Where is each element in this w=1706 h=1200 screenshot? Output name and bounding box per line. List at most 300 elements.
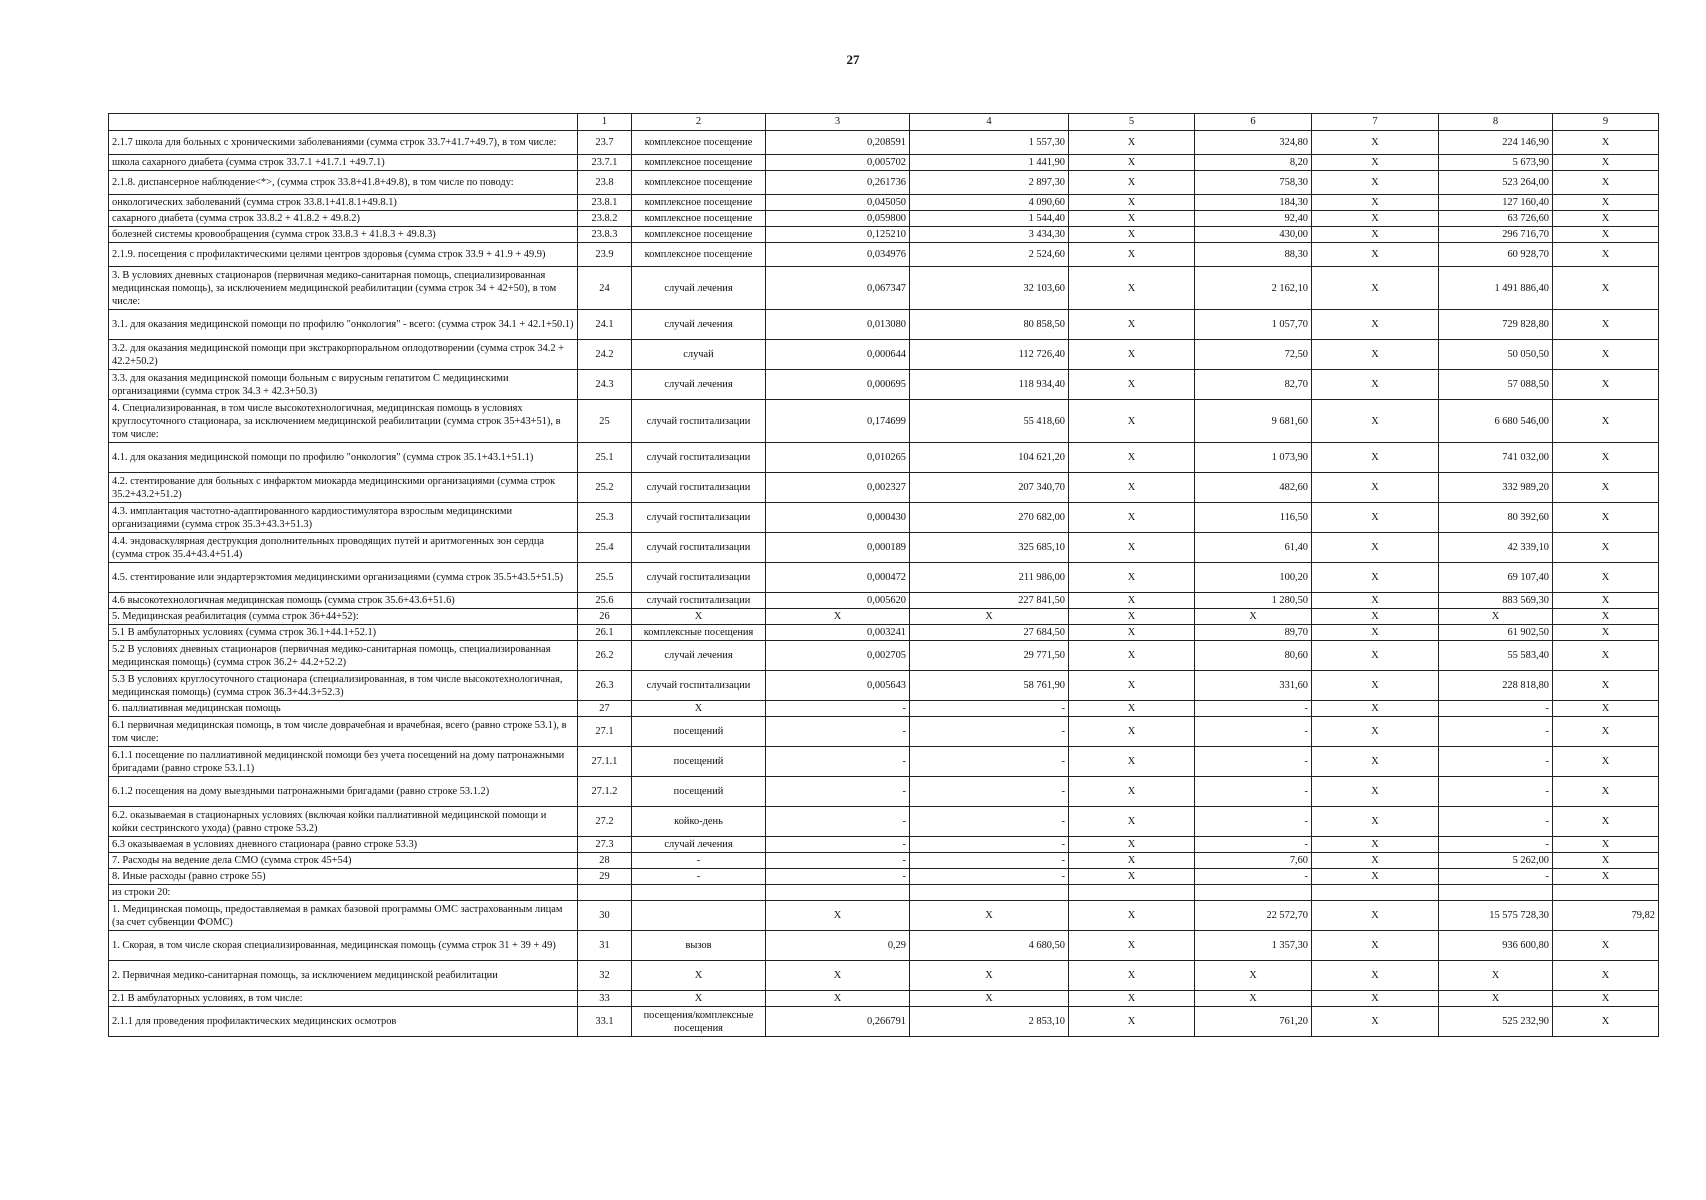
table-row xyxy=(109,533,1659,563)
unit-cell: Х xyxy=(632,701,766,717)
col8-cell: 80 392,60 xyxy=(1439,503,1553,533)
col7-cell: Х xyxy=(1312,901,1439,931)
col3-cell: 0,045050 xyxy=(766,195,910,211)
row-label: онкологических заболеваний (сумма строк 33.8.1+41.8.1+49.8.1) xyxy=(109,195,578,211)
col9-cell: Х xyxy=(1553,370,1659,400)
col6-cell: - xyxy=(1195,701,1312,717)
col6-cell: 1 057,70 xyxy=(1195,310,1312,340)
row-label: 2. Первичная медико-санитарная помощь, за исключением медицинской реабилитации xyxy=(109,961,578,991)
row-label: 4.5. стентирование или эндартерэктомия медицинскими организациями (сумма строк 35.5+43.5+51.5) xyxy=(109,563,578,593)
col5-cell: Х xyxy=(1069,310,1195,340)
row-code: 23.9 xyxy=(578,243,632,267)
col4-cell: 4 090,60 xyxy=(910,195,1069,211)
col6-cell: 331,60 xyxy=(1195,671,1312,701)
unit-cell: комплексное посещение xyxy=(632,211,766,227)
col3-cell: 0,034976 xyxy=(766,243,910,267)
col8-cell: - xyxy=(1439,701,1553,717)
row-label: 6.2. оказываемая в стационарных условиях (включая койки паллиативной медицинской помощи и койки сестринского ухода) (равно строке 53.2) xyxy=(109,807,578,837)
row-code: 23.8.2 xyxy=(578,211,632,227)
col3-cell: 0,261736 xyxy=(766,171,910,195)
unit-cell: комплексное посещение xyxy=(632,155,766,171)
unit-cell: Х xyxy=(632,961,766,991)
col6-cell: 482,60 xyxy=(1195,473,1312,503)
unit-cell: случай госпитализации xyxy=(632,533,766,563)
col3-cell: - xyxy=(766,701,910,717)
col6-cell: 82,70 xyxy=(1195,370,1312,400)
col9-cell: Х xyxy=(1553,961,1659,991)
col4-cell: 58 761,90 xyxy=(910,671,1069,701)
table-row xyxy=(109,443,1659,473)
row-label: 6.1 первичная медицинская помощь, в том числе доврачебная и врачебная, всего (равно строке 53.1), в том числе: xyxy=(109,717,578,747)
col4-cell: - xyxy=(910,853,1069,869)
col8-cell: 523 264,00 xyxy=(1439,171,1553,195)
row-label: 8. Иные расходы (равно строке 55) xyxy=(109,869,578,885)
col5-cell: Х xyxy=(1069,340,1195,370)
col9-cell: Х xyxy=(1553,131,1659,155)
row-code: 24.3 xyxy=(578,370,632,400)
unit-cell: - xyxy=(632,853,766,869)
col7-cell: Х xyxy=(1312,1007,1439,1037)
col5-cell: Х xyxy=(1069,195,1195,211)
row-label: 6.1.2 посещения на дому выездными патронажными бригадами (равно строке 53.1.2) xyxy=(109,777,578,807)
col7-cell: Х xyxy=(1312,267,1439,310)
col5-cell: Х xyxy=(1069,1007,1195,1037)
unit-cell: случай лечения xyxy=(632,370,766,400)
col3-cell: - xyxy=(766,837,910,853)
data-table xyxy=(108,113,1659,1037)
row-label: 4.2. стентирование для больных с инфарктом миокарда медицинскими организациями (сумма строк 35.2+43.2+51.2) xyxy=(109,473,578,503)
col9-cell: Х xyxy=(1553,701,1659,717)
table-row xyxy=(109,625,1659,641)
col4-cell: Х xyxy=(910,901,1069,931)
unit-cell xyxy=(632,901,766,931)
col5-cell: Х xyxy=(1069,243,1195,267)
col4-cell: Х xyxy=(910,961,1069,991)
row-label: 5.2 В условиях дневных стационаров (первичная медико-санитарная помощь, специализированная медицинская помощь) (сумма строк 36.2+ 44.2+52.2) xyxy=(109,641,578,671)
unit-cell: комплексные посещения xyxy=(632,625,766,641)
row-label: 5. Медицинская реабилитация (сумма строк 36+44+52): xyxy=(109,609,578,625)
row-label: 7. Расходы на ведение дела СМО (сумма строк 45+54) xyxy=(109,853,578,869)
row-label: 2.1 В амбулаторных условиях, в том числе: xyxy=(109,991,578,1007)
row-code: 25.3 xyxy=(578,503,632,533)
header-cell: 2 xyxy=(632,114,766,131)
unit-cell: вызов xyxy=(632,931,766,961)
col6-cell: - xyxy=(1195,807,1312,837)
row-code: 25.2 xyxy=(578,473,632,503)
col6-cell: 92,40 xyxy=(1195,211,1312,227)
table-row xyxy=(109,310,1659,340)
col8-cell xyxy=(1439,885,1553,901)
col8-cell: 883 569,30 xyxy=(1439,593,1553,609)
col6-cell: 761,20 xyxy=(1195,1007,1312,1037)
row-label: 4.4. эндоваскулярная деструкция дополнительных проводящих путей и аритмогенных зон сердца (сумма строк 35.4+43.4+51.4) xyxy=(109,533,578,563)
table-row xyxy=(109,717,1659,747)
col3-cell: 0,003241 xyxy=(766,625,910,641)
col9-cell: Х xyxy=(1553,717,1659,747)
col5-cell: Х xyxy=(1069,171,1195,195)
col7-cell: Х xyxy=(1312,807,1439,837)
unit-cell: случай лечения xyxy=(632,837,766,853)
col3-cell: 0,005702 xyxy=(766,155,910,171)
row-code: 28 xyxy=(578,853,632,869)
col5-cell: Х xyxy=(1069,991,1195,1007)
col6-cell: - xyxy=(1195,717,1312,747)
table-row xyxy=(109,473,1659,503)
table-row xyxy=(109,641,1659,671)
header-cell xyxy=(109,114,578,131)
col5-cell: Х xyxy=(1069,609,1195,625)
col4-cell: 29 771,50 xyxy=(910,641,1069,671)
col5-cell: Х xyxy=(1069,901,1195,931)
col5-cell xyxy=(1069,885,1195,901)
col6-cell xyxy=(1195,885,1312,901)
col3-cell xyxy=(766,885,910,901)
col9-cell: Х xyxy=(1553,777,1659,807)
col7-cell: Х xyxy=(1312,837,1439,853)
table-row xyxy=(109,671,1659,701)
row-code: 31 xyxy=(578,931,632,961)
col3-cell: 0,005620 xyxy=(766,593,910,609)
table-row xyxy=(109,243,1659,267)
col6-cell: 89,70 xyxy=(1195,625,1312,641)
col8-cell: 228 818,80 xyxy=(1439,671,1553,701)
table-row xyxy=(109,777,1659,807)
row-code: 26 xyxy=(578,609,632,625)
col6-cell: 1 357,30 xyxy=(1195,931,1312,961)
col7-cell: Х xyxy=(1312,310,1439,340)
col9-cell: Х xyxy=(1553,641,1659,671)
col4-cell xyxy=(910,885,1069,901)
col5-cell: Х xyxy=(1069,227,1195,243)
row-code: 25 xyxy=(578,400,632,443)
col8-cell: - xyxy=(1439,777,1553,807)
col5-cell: Х xyxy=(1069,131,1195,155)
table-row xyxy=(109,991,1659,1007)
row-code xyxy=(578,885,632,901)
col7-cell: Х xyxy=(1312,593,1439,609)
col4-cell: 2 897,30 xyxy=(910,171,1069,195)
row-label: сахарного диабета (сумма строк 33.8.2 + 41.8.2 + 49.8.2) xyxy=(109,211,578,227)
col9-cell: Х xyxy=(1553,671,1659,701)
col4-cell: 2 524,60 xyxy=(910,243,1069,267)
col6-cell: - xyxy=(1195,747,1312,777)
col8-cell: - xyxy=(1439,717,1553,747)
row-code: 33 xyxy=(578,991,632,1007)
col7-cell: Х xyxy=(1312,473,1439,503)
col4-cell: - xyxy=(910,777,1069,807)
row-code: 27.3 xyxy=(578,837,632,853)
col4-cell: - xyxy=(910,837,1069,853)
unit-cell: койко-день xyxy=(632,807,766,837)
col3-cell: 0,059800 xyxy=(766,211,910,227)
table-row xyxy=(109,931,1659,961)
col6-cell: 9 681,60 xyxy=(1195,400,1312,443)
row-code: 23.7.1 xyxy=(578,155,632,171)
col5-cell: Х xyxy=(1069,503,1195,533)
col3-cell: 0,067347 xyxy=(766,267,910,310)
col6-cell: 1 280,50 xyxy=(1195,593,1312,609)
col7-cell: Х xyxy=(1312,609,1439,625)
col5-cell: Х xyxy=(1069,641,1195,671)
col6-cell: 72,50 xyxy=(1195,340,1312,370)
col4-cell: - xyxy=(910,717,1069,747)
row-label: 6.1.1 посещение по паллиативной медицинской помощи без учета посещений на дому патронажными бригадами (равно строке 53.1.1) xyxy=(109,747,578,777)
unit-cell: случай госпитализации xyxy=(632,671,766,701)
col6-cell: 184,30 xyxy=(1195,195,1312,211)
col7-cell xyxy=(1312,885,1439,901)
col4-cell: 4 680,50 xyxy=(910,931,1069,961)
col3-cell: Х xyxy=(766,961,910,991)
col5-cell: Х xyxy=(1069,533,1195,563)
col8-cell: 6 680 546,00 xyxy=(1439,400,1553,443)
row-code: 26.1 xyxy=(578,625,632,641)
col9-cell: Х xyxy=(1553,609,1659,625)
col6-cell: 61,40 xyxy=(1195,533,1312,563)
col5-cell: Х xyxy=(1069,837,1195,853)
col4-cell: 1 557,30 xyxy=(910,131,1069,155)
row-code: 23.7 xyxy=(578,131,632,155)
row-code: 23.8 xyxy=(578,171,632,195)
header-cell: 7 xyxy=(1312,114,1439,131)
col3-cell: 0,125210 xyxy=(766,227,910,243)
row-code: 30 xyxy=(578,901,632,931)
table-row xyxy=(109,593,1659,609)
col8-cell: 5 673,90 xyxy=(1439,155,1553,171)
col4-cell: 211 986,00 xyxy=(910,563,1069,593)
col6-cell: - xyxy=(1195,869,1312,885)
col9-cell: Х xyxy=(1553,503,1659,533)
col5-cell: Х xyxy=(1069,931,1195,961)
row-code: 24.1 xyxy=(578,310,632,340)
table-row xyxy=(109,155,1659,171)
col6-cell: 2 162,10 xyxy=(1195,267,1312,310)
col5-cell: Х xyxy=(1069,625,1195,641)
table-row xyxy=(109,211,1659,227)
col8-cell: 741 032,00 xyxy=(1439,443,1553,473)
col9-cell: Х xyxy=(1553,991,1659,1007)
col8-cell: 127 160,40 xyxy=(1439,195,1553,211)
col5-cell: Х xyxy=(1069,473,1195,503)
row-label: 4.3. имплантация частотно-адаптированного кардиостимулятора взрослым медицинскими организациями (сумма строк 35.3+43.3+51.3) xyxy=(109,503,578,533)
row-label: 4. Специализированная, в том числе высокотехнологичная, медицинская помощь в условиях круглосуточного стационара, за исключением медицинской реабилитации (сумма строк 35+43+51), в том числе: xyxy=(109,400,578,443)
col8-cell: 42 339,10 xyxy=(1439,533,1553,563)
col3-cell: - xyxy=(766,717,910,747)
col3-cell: 0,000472 xyxy=(766,563,910,593)
col7-cell: Х xyxy=(1312,195,1439,211)
unit-cell: комплексное посещение xyxy=(632,243,766,267)
col7-cell: Х xyxy=(1312,563,1439,593)
unit-cell: случай лечения xyxy=(632,641,766,671)
col6-cell: 80,60 xyxy=(1195,641,1312,671)
col9-cell: Х xyxy=(1553,211,1659,227)
col4-cell: 325 685,10 xyxy=(910,533,1069,563)
row-label: 6. паллиативная медицинская помощь xyxy=(109,701,578,717)
col6-cell: 430,00 xyxy=(1195,227,1312,243)
col6-cell: 100,20 xyxy=(1195,563,1312,593)
unit-cell: комплексное посещение xyxy=(632,171,766,195)
col8-cell: 63 726,60 xyxy=(1439,211,1553,227)
col9-cell: Х xyxy=(1553,747,1659,777)
header-cell: 5 xyxy=(1069,114,1195,131)
col3-cell: 0,002705 xyxy=(766,641,910,671)
col3-cell: - xyxy=(766,807,910,837)
col8-cell: 296 716,70 xyxy=(1439,227,1553,243)
table-row xyxy=(109,563,1659,593)
table-row xyxy=(109,837,1659,853)
col9-cell: Х xyxy=(1553,155,1659,171)
col3-cell: 0,208591 xyxy=(766,131,910,155)
unit-cell: комплексное посещение xyxy=(632,131,766,155)
col4-cell: 1 441,90 xyxy=(910,155,1069,171)
row-label: 3.3. для оказания медицинской помощи больным с вирусным гепатитом С медицинскими организациями (сумма строк 34.3 + 42.3+50.3) xyxy=(109,370,578,400)
row-code: 23.8.1 xyxy=(578,195,632,211)
col8-cell: 1 491 886,40 xyxy=(1439,267,1553,310)
col3-cell: 0,000695 xyxy=(766,370,910,400)
col5-cell: Х xyxy=(1069,701,1195,717)
row-label: 1. Скорая, в том числе скорая специализированная, медицинская помощь (сумма строк 31 + 39 + 49) xyxy=(109,931,578,961)
col5-cell: Х xyxy=(1069,267,1195,310)
col6-cell: 1 073,90 xyxy=(1195,443,1312,473)
table-row xyxy=(109,961,1659,991)
col8-cell: 15 575 728,30 xyxy=(1439,901,1553,931)
col9-cell: Х xyxy=(1553,195,1659,211)
col3-cell: - xyxy=(766,777,910,807)
table-row xyxy=(109,195,1659,211)
col3-cell: - xyxy=(766,869,910,885)
col6-cell: Х xyxy=(1195,961,1312,991)
col5-cell: Х xyxy=(1069,593,1195,609)
row-label: 2.1.9. посещения с профилактическими целями центров здоровья (сумма строк 33.9 + 41.9 + 49.9) xyxy=(109,243,578,267)
col8-cell: - xyxy=(1439,869,1553,885)
table-row xyxy=(109,701,1659,717)
header-cell: 3 xyxy=(766,114,910,131)
col5-cell: Х xyxy=(1069,370,1195,400)
col4-cell: 1 544,40 xyxy=(910,211,1069,227)
col3-cell: Х xyxy=(766,609,910,625)
table-header-row xyxy=(109,114,1659,131)
col8-cell: 525 232,90 xyxy=(1439,1007,1553,1037)
col5-cell: Х xyxy=(1069,961,1195,991)
row-code: 27.1.1 xyxy=(578,747,632,777)
col6-cell: 7,60 xyxy=(1195,853,1312,869)
col8-cell: 69 107,40 xyxy=(1439,563,1553,593)
row-code: 27.1.2 xyxy=(578,777,632,807)
col9-cell: Х xyxy=(1553,593,1659,609)
col9-cell: Х xyxy=(1553,340,1659,370)
col8-cell: 50 050,50 xyxy=(1439,340,1553,370)
col3-cell: 0,000644 xyxy=(766,340,910,370)
row-code: 33.1 xyxy=(578,1007,632,1037)
col9-cell: Х xyxy=(1553,310,1659,340)
col9-cell: Х xyxy=(1553,869,1659,885)
unit-cell: случай xyxy=(632,340,766,370)
col6-cell: - xyxy=(1195,777,1312,807)
table-row xyxy=(109,370,1659,400)
col4-cell: 104 621,20 xyxy=(910,443,1069,473)
col7-cell: Х xyxy=(1312,961,1439,991)
row-label: из строки 20: xyxy=(109,885,578,901)
col9-cell: Х xyxy=(1553,443,1659,473)
col7-cell: Х xyxy=(1312,211,1439,227)
col9-cell: Х xyxy=(1553,853,1659,869)
col3-cell: 0,266791 xyxy=(766,1007,910,1037)
row-code: 25.4 xyxy=(578,533,632,563)
unit-cell: случай госпитализации xyxy=(632,563,766,593)
col9-cell: Х xyxy=(1553,267,1659,310)
col8-cell: 729 828,80 xyxy=(1439,310,1553,340)
col4-cell: - xyxy=(910,747,1069,777)
col4-cell: 55 418,60 xyxy=(910,400,1069,443)
col4-cell: 227 841,50 xyxy=(910,593,1069,609)
col8-cell: 936 600,80 xyxy=(1439,931,1553,961)
col5-cell: Х xyxy=(1069,563,1195,593)
col7-cell: Х xyxy=(1312,155,1439,171)
col4-cell: 3 434,30 xyxy=(910,227,1069,243)
col7-cell: Х xyxy=(1312,777,1439,807)
col5-cell: Х xyxy=(1069,747,1195,777)
col4-cell: 80 858,50 xyxy=(910,310,1069,340)
col3-cell: 0,013080 xyxy=(766,310,910,340)
row-label: 2.1.8. диспансерное наблюдение<*>, (сумма строк 33.8+41.8+49.8), в том числе по поводу: xyxy=(109,171,578,195)
col3-cell: 0,000189 xyxy=(766,533,910,563)
col8-cell: - xyxy=(1439,837,1553,853)
col7-cell: Х xyxy=(1312,443,1439,473)
col7-cell: Х xyxy=(1312,171,1439,195)
col5-cell: Х xyxy=(1069,853,1195,869)
col6-cell: 22 572,70 xyxy=(1195,901,1312,931)
col4-cell: Х xyxy=(910,609,1069,625)
col5-cell: Х xyxy=(1069,155,1195,171)
col7-cell: Х xyxy=(1312,717,1439,747)
col6-cell: Х xyxy=(1195,609,1312,625)
row-label: 5.1 В амбулаторных условиях (сумма строк 36.1+44.1+52.1) xyxy=(109,625,578,641)
col7-cell: Х xyxy=(1312,671,1439,701)
col4-cell: Х xyxy=(910,991,1069,1007)
table-row xyxy=(109,747,1659,777)
row-code: 23.8.3 xyxy=(578,227,632,243)
unit-cell xyxy=(632,885,766,901)
row-label: 2.1.1 для проведения профилактических медицинских осмотров xyxy=(109,1007,578,1037)
col4-cell: - xyxy=(910,701,1069,717)
col9-cell: Х xyxy=(1553,533,1659,563)
col6-cell: 88,30 xyxy=(1195,243,1312,267)
col7-cell: Х xyxy=(1312,991,1439,1007)
unit-cell: посещения/комплексные посещения xyxy=(632,1007,766,1037)
unit-cell: - xyxy=(632,869,766,885)
col9-cell: Х xyxy=(1553,243,1659,267)
table-row xyxy=(109,131,1659,155)
row-code: 25.1 xyxy=(578,443,632,473)
col5-cell: Х xyxy=(1069,443,1195,473)
col3-cell: Х xyxy=(766,991,910,1007)
col7-cell: Х xyxy=(1312,503,1439,533)
table-row xyxy=(109,400,1659,443)
col4-cell: 207 340,70 xyxy=(910,473,1069,503)
table-row xyxy=(109,609,1659,625)
col4-cell: - xyxy=(910,869,1069,885)
table-row xyxy=(109,807,1659,837)
col6-cell: 758,30 xyxy=(1195,171,1312,195)
col4-cell: 2 853,10 xyxy=(910,1007,1069,1037)
col7-cell: Х xyxy=(1312,869,1439,885)
col7-cell: Х xyxy=(1312,370,1439,400)
col8-cell: Х xyxy=(1439,961,1553,991)
table-row xyxy=(109,853,1659,869)
header-cell: 4 xyxy=(910,114,1069,131)
row-label: 1. Медицинская помощь, предоставляемая в рамках базовой программы ОМС застрахованным лицам (за счет субвенции ФОМС) xyxy=(109,901,578,931)
col8-cell: - xyxy=(1439,807,1553,837)
col5-cell: Х xyxy=(1069,671,1195,701)
